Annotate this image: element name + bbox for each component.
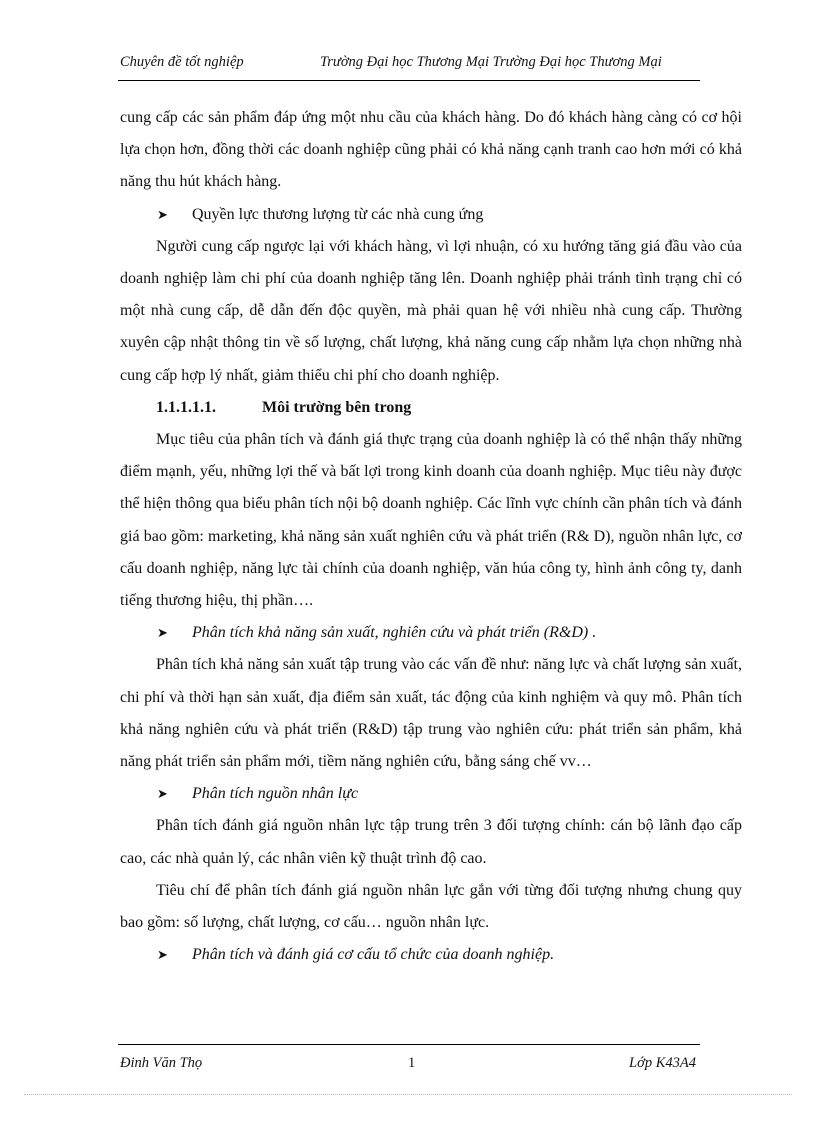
footer-author: Đinh Văn Thọ — [120, 1055, 203, 1071]
section-number: 1.1.1.1.1. — [156, 398, 216, 416]
arrow-bullet-icon: ➤ — [157, 786, 168, 802]
page-number: 1 — [408, 1055, 416, 1071]
arrow-bullet-icon: ➤ — [157, 947, 168, 963]
bullet-text: Quyền lực thương lượng từ các nhà cung ứng — [192, 205, 484, 223]
paragraph: Phân tích khả năng sản xuất tập trung vào các vấn đề như: năng lực và chất lượng sản xuất, chi phí và thời hạn sản xuất, địa điểm sản xuất, tác động của kinh nghiệm và quy mô. Phân tích khả năng nghiên cứu và phát triển (R&D) tập trung vào nghiên cứu: phát triển sản phẩm, khả năng phát triển sản phẩm mới, tiềm năng nghiên cứu, bằng sáng chế vv… — [120, 656, 742, 771]
paragraph: Mục tiêu của phân tích và đánh giá thực trạng của doanh nghiệp là có thể nhận thấy những điểm mạnh, yếu, những lợi thế và bất lợi trong kinh doanh của doanh nghiệp. Mục tiêu này được thể hiện thông qua biểu phân tích nội bộ doanh nghiệp. Các lĩnh vực chính cần phân tích và đánh giá bao gồm: marketing, khả năng sản xuất nghiên cứu và phát triển (R& D), nguồn nhân lực, cơ cấu doanh nghiệp, năng lực tài chính của doanh nghiệp, văn húa công ty, hình ảnh công ty, danh tiếng thương hiệu, thị phần…. — [120, 431, 742, 610]
bullet-item — [120, 778, 742, 810]
page-header — [120, 54, 700, 74]
footer-rule — [118, 1044, 700, 1045]
page-footer — [120, 1055, 696, 1075]
header-left-text: Chuyên đề tốt nghiệp — [120, 54, 244, 70]
bullet-text: Phân tích khả năng sản xuất, nghiên cứu và phát triển (R&D) . — [192, 624, 597, 642]
bullet-text: Phân tích nguồn nhân lực — [192, 785, 359, 803]
page-edge-divider — [24, 1094, 792, 1095]
footer-class: Lớp K43A4 — [629, 1055, 696, 1071]
paragraph: Tiêu chí để phân tích đánh giá nguồn nhân lực gắn với từng đối tượng nhưng chung quy bao gồm: số lượng, chất lượng, cơ cấu… nguồn nhân lực. — [120, 881, 742, 932]
bullet-item — [120, 939, 742, 971]
paragraph: Người cung cấp ngược lại với khách hàng, vì lợi nhuận, có xu hướng tăng giá đầu vào của doanh nghiệp làm chi phí của doanh nghiệp tăng lên. Doanh nghiệp phải tránh tình trạng chỉ có một nhà cung cấp, dễ dẫn đến độc quyền, mà phải quan hệ với nhiều nhà cung cấp. Thường xuyên cập nhật thông tin về số lượng, chất lượng, khả năng cung cấp nhằm lựa chọn những nhà cung cấp hợp lý nhất, giảm thiểu chi phí cho doanh nghiệp. — [120, 237, 742, 384]
arrow-bullet-icon: ➤ — [157, 206, 168, 222]
paragraph: Phân tích đánh giá nguồn nhân lực tập trung trên 3 đối tượng chính: cán bộ lãnh đạo cấp cao, các nhà quản lý, các nhân viên kỹ thuật trình độ cao. — [120, 817, 742, 867]
bullet-item — [120, 617, 742, 649]
arrow-bullet-icon: ➤ — [157, 625, 168, 641]
header-right-text: Trường Đại học Thương Mại Trường Đại học Thương Mại — [320, 54, 662, 70]
bullet-text: Phân tích và đánh giá cơ cấu tổ chức của doanh nghiệp. — [192, 946, 555, 964]
document-body — [120, 102, 742, 971]
paragraph: cung cấp các sản phẩm đáp ứng một nhu cầu của khách hàng. Do đó khách hàng càng có cơ hội lựa chọn hơn, đồng thời các doanh nghiệp cũng phải có khả năng cạnh tranh cao hơn mới có khả năng thu hút khách hàng. — [120, 109, 742, 191]
section-title: Môi trường bên trong — [262, 398, 412, 416]
bullet-item — [120, 199, 742, 231]
section-heading — [120, 392, 742, 424]
header-rule — [118, 80, 700, 81]
